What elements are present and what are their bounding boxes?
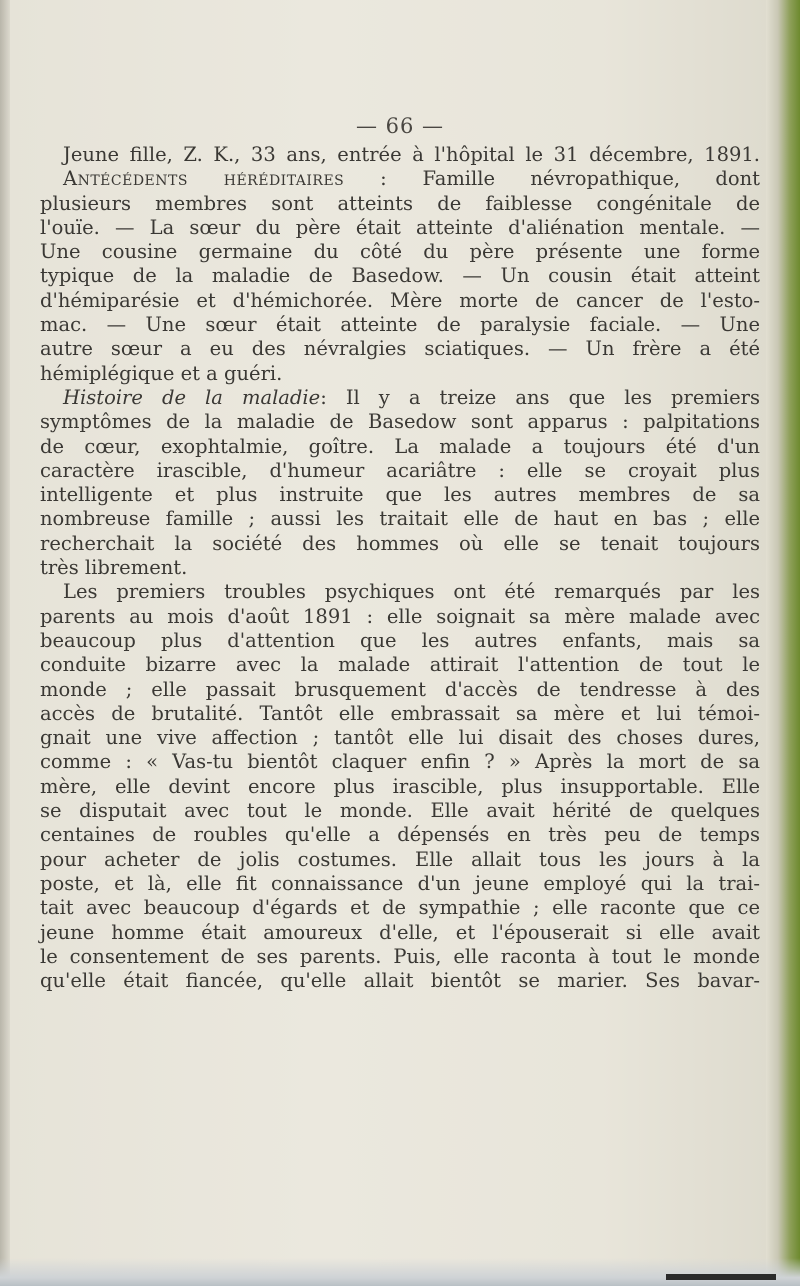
body-text [40,143,760,993]
section-heading: Antécédents héréditaires : [63,167,388,191]
text-line: gnait une vive affection ; tantôt elle lui disait des choses dures, [40,726,760,750]
text-line: conduite bizarre avec la malade attirait l'attention de tout le [40,653,760,677]
text-line: nombreuse famille ; aussi les traitait elle de haut en bas ; elle [40,507,760,531]
text-line: Jeune fille, Z. K., 33 ans, entrée à l'hôpital le 31 décembre, 1891. [63,143,760,166]
text-line: parents au mois d'août 1891 : elle soignait sa mère malade avec [40,604,760,628]
page-gutter-shadow [0,0,10,1286]
text-line: intelligente et plus instruite que les autres membres de sa [40,483,760,507]
text-line: accès de brutalité. Tantôt elle embrassait sa mère et lui témoi- [40,701,760,725]
section-heading: Histoire de la maladie [63,385,321,409]
text-line: comme : « Vas-tu bientôt claquer enfin ? » Après la mort de sa [40,750,760,774]
text-line: pour acheter de jolis costumes. Elle allait tous les jours à la [40,847,760,871]
text-line: typique de la maladie de Basedow. — Un cousin était atteint [40,264,760,288]
text-line: monde ; elle passait brusquement d'accès de tendresse à des [40,677,760,701]
text-line: Une cousine germaine du côté du père présente une forme [40,240,760,264]
text-line: recherchait la société des hommes où elle se tenait toujours [40,531,760,555]
text-line: centaines de roubles qu'elle a dépensés en très peu de temps [40,823,760,847]
text-line [40,167,760,191]
text-line: autre sœur a eu des névralgies sciatiques. — Un frère a été [40,337,760,361]
text-line: se disputait avec tout le monde. Elle avait hérité de quelques [40,799,760,823]
text-line: symptômes de la maladie de Basedow sont apparus : palpitations [40,410,760,434]
page-number: — 66 — [355,114,445,138]
text-line: hémiplégique et a guéri. [40,361,283,385]
text-line: tait avec beaucoup d'égards et de sympathie ; elle raconte que ce [40,896,760,920]
text-line: l'ouïe. — La sœur du père était atteinte d'aliénation mentale. — [40,215,760,239]
text-line-content: : Il y a treize ans que les premiers [320,385,760,409]
text-line: jeune homme était amoureux d'elle, et l'épouserait si elle avait [40,920,760,944]
text-line: d'hémiparésie et d'hémichorée. Mère morte de cancer de l'esto- [40,288,760,312]
text-line [40,386,760,410]
text-line: le consentement de ses parents. Puis, elle raconta à tout le monde [40,944,760,968]
text-line: caractère irascible, d'humeur acariâtre : elle se croyait plus [40,458,760,482]
text-line: poste, et là, elle fit connaissance d'un jeune employé qui la trai- [40,871,760,895]
page-edge [766,0,800,1286]
text-line: plusieurs membres sont atteints de faiblesse congénitale de [40,191,760,215]
bottom-page-shadow [0,1258,800,1286]
text-line: mère, elle devint encore plus irascible, plus insupportable. Elle [40,774,760,798]
text-line: qu'elle était fiancée, qu'elle allait bientôt se marier. Ses bavar- [40,969,760,993]
text-line: très librement. [40,556,188,580]
text-line-content: Famille névropathique, dont [422,167,760,191]
text-line: beaucoup plus d'attention que les autres enfants, mais sa [40,628,760,652]
text-line: mac. — Une sœur était atteinte de paralysie faciale. — Une [40,313,760,337]
scan-edge-mark [666,1274,776,1280]
text-line: de cœur, exophtalmie, goître. La malade a toujours été d'un [40,434,760,458]
text-line: Les premiers troubles psychiques ont été remarqués par les [63,580,760,604]
